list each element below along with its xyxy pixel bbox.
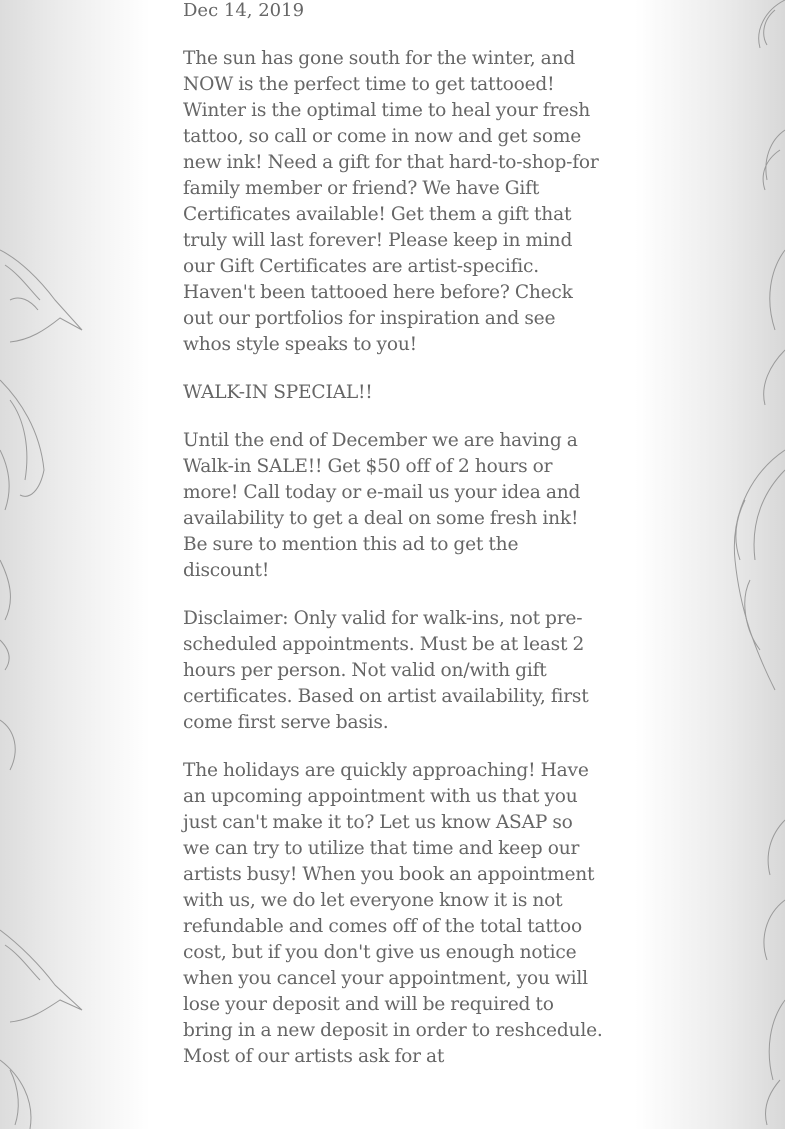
post-paragraph-holidays: The holidays are quickly approaching! Have an upcoming appointment with us that you just can't make it to? Let us know ASAP so we can try to utilize that time and keep our artists busy! When you book an appointment with us, we do let everyone know it is not refundable and comes off of the total tattoo cost, but if you don't give us enough notice when you cancel your appointment, you will lose your deposit and will be required to bring in a new deposit in order to reshcedule. Most of our artists ask for at: [183, 760, 603, 1067]
post-paragraph-disclaimer: Disclaimer: Only valid for walk-ins, not pre-scheduled appointments. Must be at least 2 hours per person. Not valid on/with gift certificates. Based on artist availability, first come first serve basis.: [183, 608, 589, 733]
post-paragraph-intro: The sun has gone south for the winter, and NOW is the perfect time to get tattooed! Winter is the optimal time to heal your fresh tattoo, so call or come in now and get some new ink! Need a gift for that hard-to-shop-for family member or friend? We have Gift Certificates available! Get them a gift that truly will last forever! Please keep in mind our Gift Certificates are artist-specific. Haven't been tattooed here before? Check out our portfolios for inspiration and see whos style speaks to you!: [183, 48, 599, 355]
right-decorative-border: [635, 0, 785, 1129]
floral-vine-icon: [635, 0, 785, 1129]
post-date: Dec 14, 2019: [183, 0, 305, 21]
post-paragraph-walkin-heading: WALK-IN SPECIAL!!: [183, 382, 373, 403]
blog-post: [183, 0, 603, 1092]
hummingbird-floral-icon: [0, 0, 150, 1129]
post-paragraph-walkin-sale: Until the end of December we are having a Walk-in SALE!! Get $50 off of 2 hours or more! Call today or e-mail us your idea and availability to get a deal on some fresh ink! Be sure to mention this ad to get the discount!: [183, 430, 581, 581]
left-decorative-border: [0, 0, 150, 1129]
